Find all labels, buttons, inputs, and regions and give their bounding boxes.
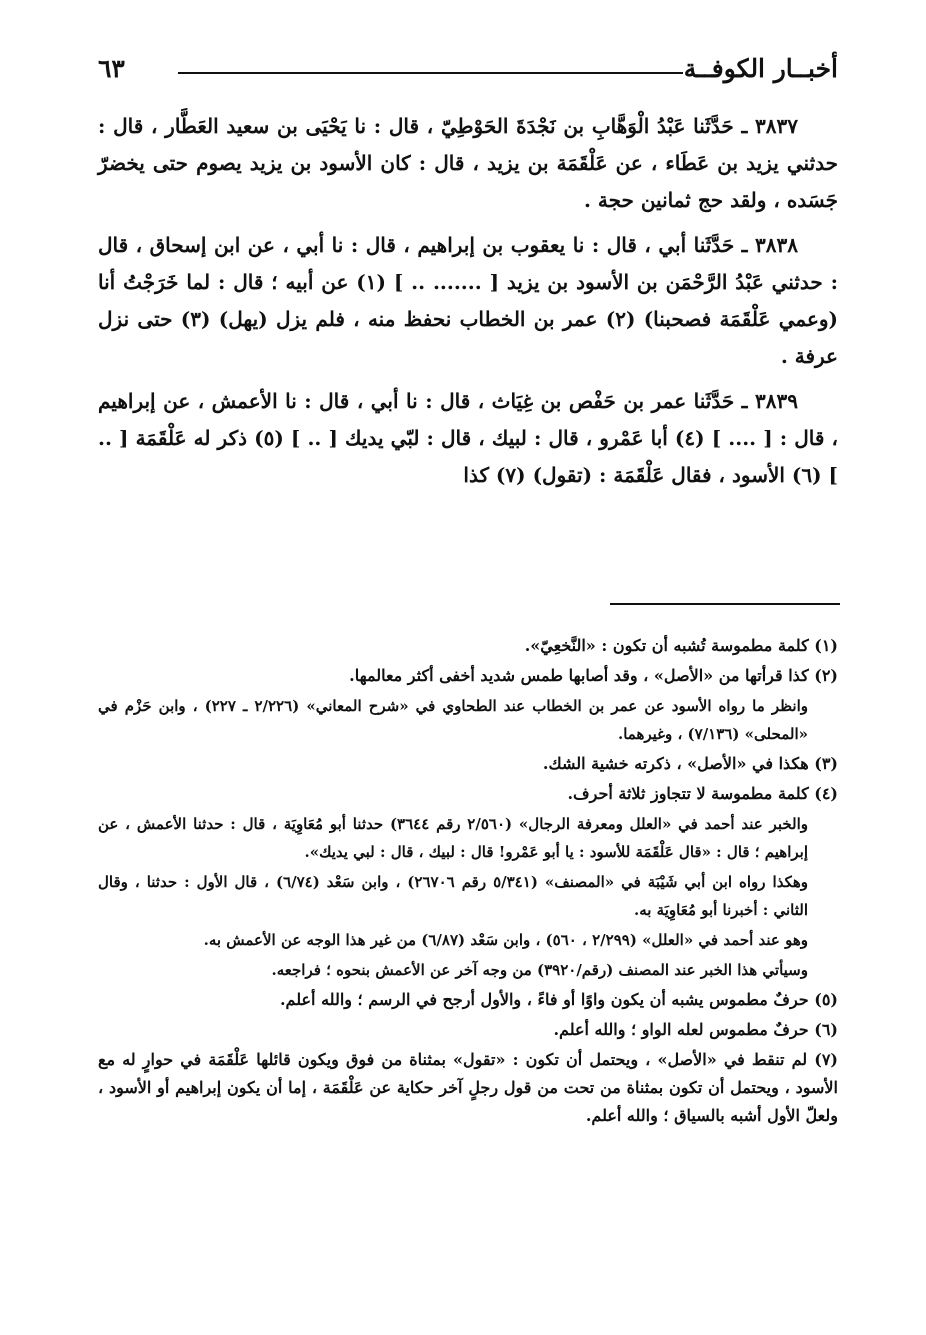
footnote-continuation: وهكذا رواه ابن أبي شَيْبَة في «المصنف» (٥/٣٤١ رقم ٢٦٧٠٦) ، وابن سَعْد (٦/٧٤) ، قال الأول : حدثنا ، وقال الثاني : أخبرنا أبو مُعَاوِيَة به. bbox=[98, 873, 809, 919]
running-title: أخبــار الكوفــة bbox=[683, 54, 838, 83]
footnote: (٤) كلمة مطموسة لا تتجاوز ثلاثة أحرف. bbox=[567, 784, 838, 803]
hadith-3838: ٣٨٣٨ ـ حَدَّثَنا أبي ، قال : نا يعقوب بن إبراهيم ، قال : نا أبي ، عن ابن إسحاق ، قال : حدثني عَبْدُ الرَّحْمَن بن الأسود بن يزيد [ ....... .. ] (١) عن أبيه ؛ قال : لما خَرَجْتُ أنا (وعمي عَلْقَمَة فصحبنا) (٢) عمر بن الخطاب نحفظ منه ، فلم يزل (يهل) (٣) حتى نزل عرفة . bbox=[98, 233, 839, 368]
footnote-continuation: وهو عند أحمد في «العلل» (٢/٢٩٩ ، ٥٦٠) ، وابن سَعْد (٦/٨٧) من غير هذا الوجه عن الأعمش به. bbox=[203, 931, 808, 949]
page-number: ٦٣ bbox=[98, 54, 125, 83]
footnote: (٣) هكذا في «الأصل» ، ذكرته خشية الشك. bbox=[542, 754, 838, 773]
running-header bbox=[98, 50, 838, 94]
hadith-3837: ٣٨٣٧ ـ حَدَّثَنا عَبْدُ الْوَهَّابِ بن نَجْدَةَ الحَوْطِيّ ، قال : نا يَحْيَى بن سعيد العَطَّار ، قال : حدثني يزيد بن عَطَاء ، عن عَلْقَمَة بن يزيد ، قال : كان الأسود بن يزيد يصوم حتى يخضرّ جَسَده ، ولقد حج ثمانين حجة . bbox=[98, 114, 838, 212]
header-rule bbox=[178, 72, 683, 74]
footnote-separator bbox=[610, 603, 840, 605]
footnote: (٧) لم تنقط في «الأصل» ، ويحتمل أن تكون : «تقول» بمثناة من فوق ويكون قائلها عَلْقَمَة في حوارٍ له مع الأسود ، ويحتمل أن تكون بمثناة من تحت من قول رجلٍ آخر حكاية عن عَلْقَمَة ، إما أن يكون إبراهيم أو الأسود ، ولعلّ الأول أشبه بالسياق ؛ والله أعلم. bbox=[98, 1050, 839, 1125]
footnote-continuation: وسيأتي هذا الخبر عند المصنف (رقم/٣٩٢٠) من وجه آخر عن الأعمش بنحوه ؛ فراجعه. bbox=[271, 961, 808, 979]
footnote: (٢) كذا قرأتها من «الأصل» ، وقد أصابها طمس شديد أخفى أكثر معالمها. bbox=[349, 666, 838, 685]
hadith-3839: ٣٨٣٩ ـ حَدَّثَنا عمر بن حَفْص بن غِيَاث ، قال : نا أبي ، قال : نا الأعمش ، عن إبراهيم ، قال : [ .... ] (٤) أبا عَمْرو ، قال : لبيك ، قال : لبّي يديك [ .. ] (٥) ذكر له عَلْقَمَة [ .. ] (٦) الأسود ، فقال عَلْقَمَة : (تقول) (٧) كذا bbox=[98, 389, 839, 487]
footnote-continuation: وانظر ما رواه الأسود عن عمر بن الخطاب عند الطحاوي في «شرح المعاني» (٢/٢٢٦ ـ ٢٢٧) ، وابن حَزْم في «المحلى» (٧/١٣٦) ، وغيرهما. bbox=[98, 697, 808, 743]
main-text bbox=[98, 108, 838, 502]
footnote: (٦) حرفٌ مطموس لعله الواو ؛ والله أعلم. bbox=[553, 1020, 838, 1039]
footnote-continuation: والخبر عند أحمد في «العلل ومعرفة الرجال» (٢/٥٦٠ رقم ٣٦٤٤) حدثنا أبو مُعَاوِيَة ، قال : حدثنا الأعمش ، عن إبراهيم ؛ قال : «قال عَلْقَمَة للأسود : يا أبو عَمْرو! قال : لبيك ، قال : لبي يديك». bbox=[98, 815, 809, 861]
footnotes bbox=[98, 632, 838, 1132]
footnote: (٥) حرفٌ مطموس يشبه أن يكون واوًا أو فاءً ، والأول أرجح في الرسم ؛ والله أعلم. bbox=[279, 990, 838, 1009]
footnote: (١) كلمة مطموسة تُشبه أن تكون : «النَّخعِيّ». bbox=[524, 636, 838, 655]
